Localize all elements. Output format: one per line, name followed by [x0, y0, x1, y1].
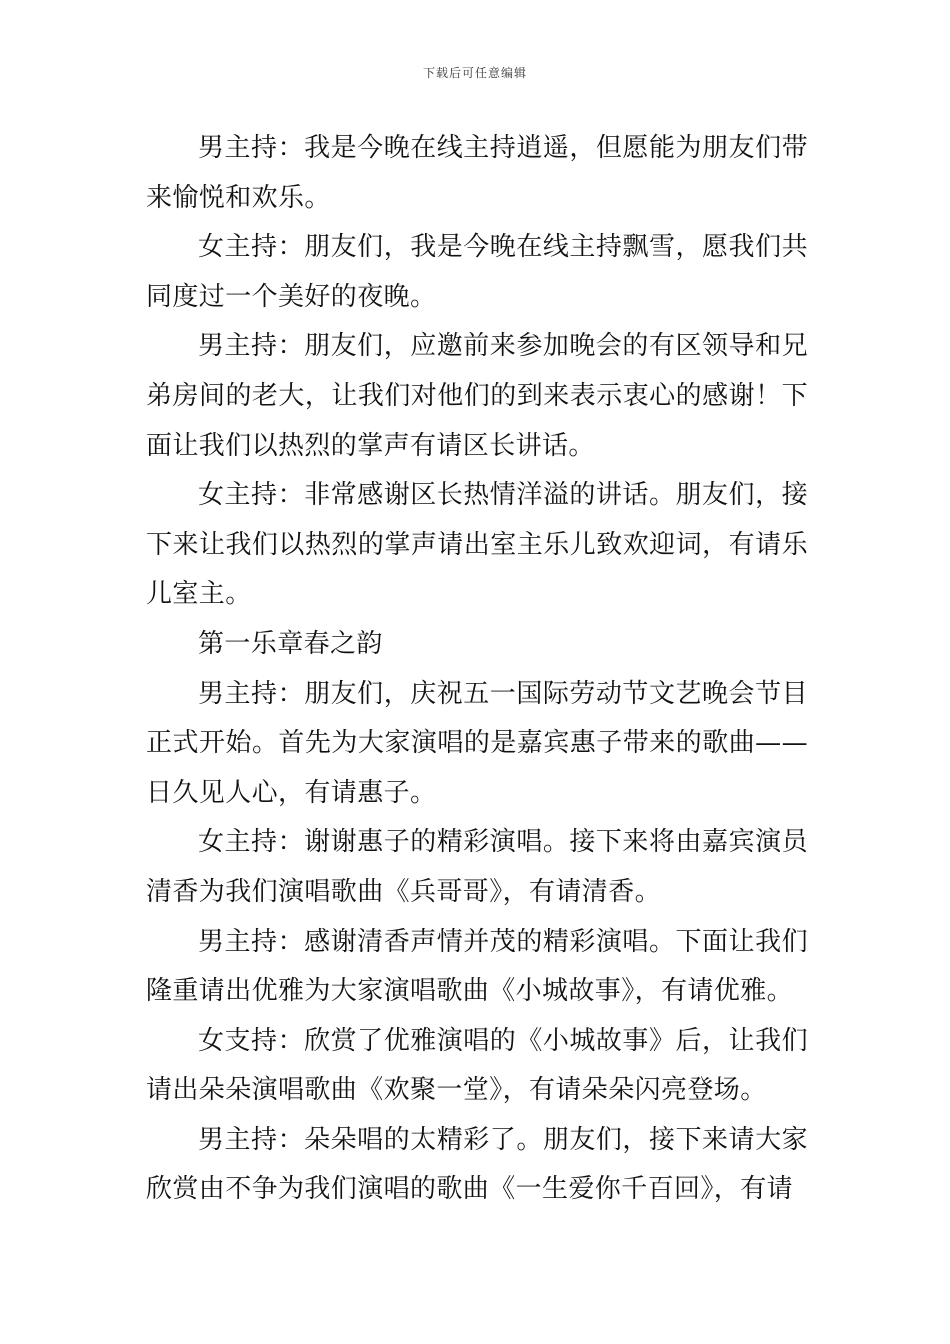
paragraph-male-host-intro: 男主持：我是今晚在线主持逍遥，但愿能为朋友们带来愉悦和欢乐。 — [146, 133, 808, 213]
paragraph-second-song: 女主持：谢谢惠子的精彩演唱。接下来将由嘉宾演员清香为我们演唱歌曲《兵哥哥》，有请清香。 — [146, 827, 808, 907]
download-note: 下载后可任意编辑 — [422, 66, 527, 80]
paragraph-thanks-speech: 女主持：非常感谢区长热情洋溢的讲话。朋友们，接下来让我们以热烈的掌声请出室主乐儿致欢迎词，有请乐儿室主。 — [146, 480, 808, 610]
paragraph-welcome-leaders: 男主持：朋友们，应邀前来参加晚会的有区领导和兄弟房间的老大，让我们对他们的到来表示衷心的感谢！下面让我们以热烈的掌声有请区长讲话。 — [146, 331, 808, 461]
paragraph-fourth-song: 女支持：欣赏了优雅演唱的《小城故事》后，让我们请出朵朵演唱歌曲《欢聚一堂》，有请朵朵闪亮登场。 — [146, 1025, 808, 1106]
paragraph-third-song: 男主持：感谢清香声情并茂的精彩演唱。下面让我们隆重请出优雅为大家演唱歌曲《小城故事》，有请优雅。 — [146, 926, 808, 1007]
paragraph-female-host-intro: 女主持：朋友们，我是今晚在线主持飘雪，愿我们共同度过一个美好的夜晚。 — [146, 232, 808, 312]
document-body — [146, 124, 808, 1215]
paragraph-fifth-song: 男主持：朵朵唱的太精彩了。朋友们，接下来请大家欣赏由不争为我们演唱的歌曲《一生爱你千百回》，有请 — [146, 1124, 808, 1205]
section-heading: 第一乐章春之韵 — [198, 628, 383, 659]
paragraph-program-start: 男主持：朋友们，庆祝五一国际劳动节文艺晚会节目正式开始。首先为大家演唱的是嘉宾惠子带来的歌曲——日久见人心，有请惠子。 — [146, 678, 808, 808]
